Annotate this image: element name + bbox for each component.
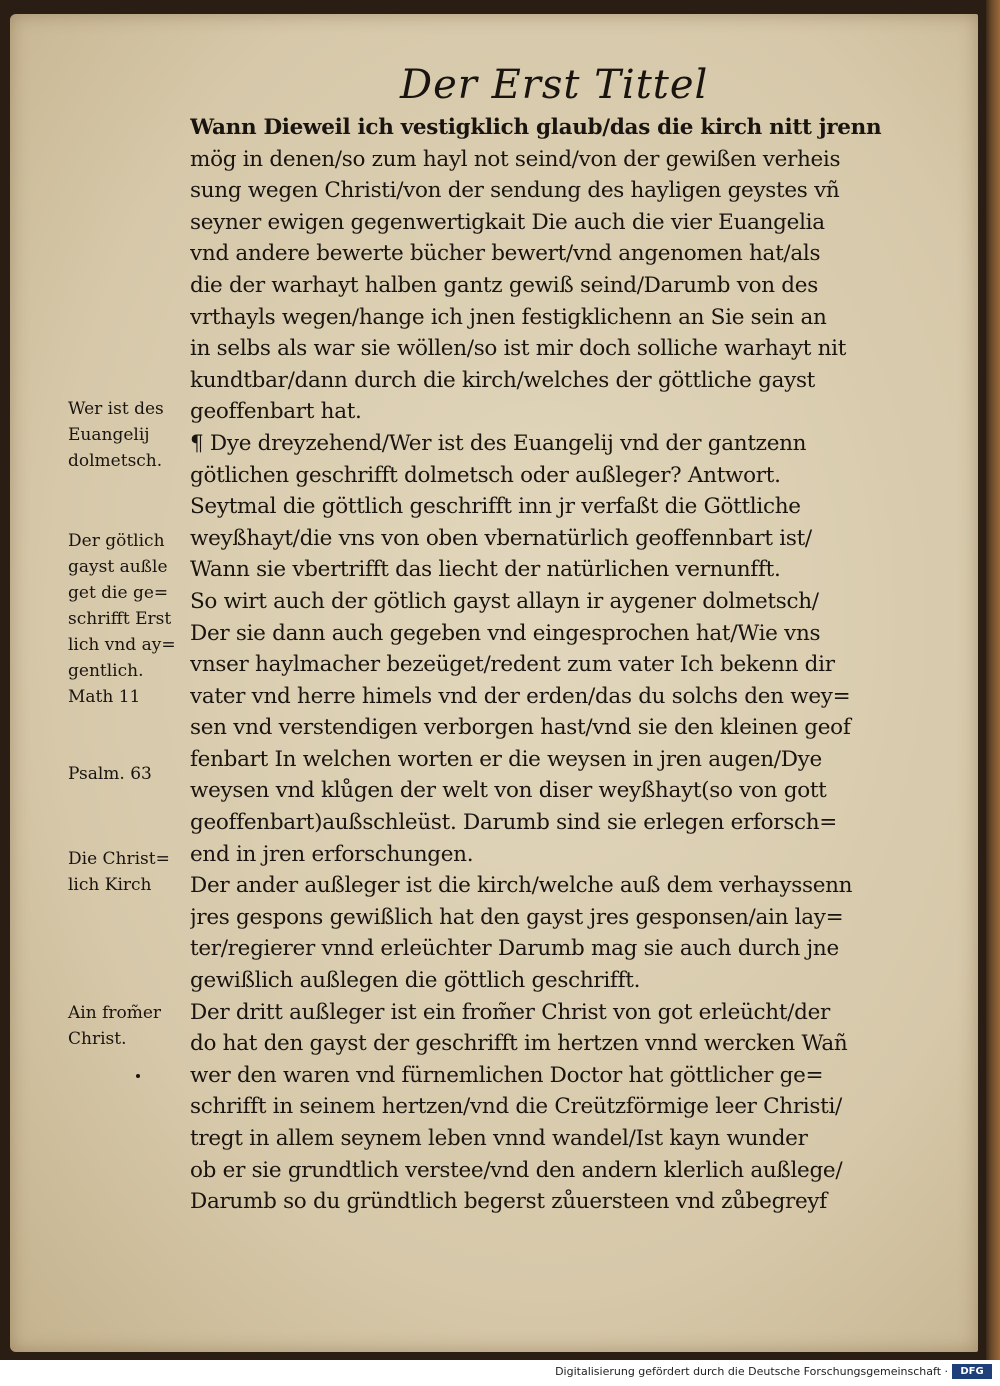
body-line: So wirt auch der götlich gayst allayn ir aygener dolmetsch/ [190, 588, 819, 614]
body-line: tregt in allem seynem leben vnnd wandel/Ist kayn wunder [190, 1126, 808, 1151]
body-text [190, 112, 920, 1218]
body-line: mög in denen/so zum hayl not seind/von der gewißen verheis [190, 146, 841, 172]
body-line: weyßhayt/die vns von oben vbernatürlich geoffennbart ist/ [190, 525, 812, 551]
body-line: Darumb so du gründtlich begerst zůuersteen vnd zůbegreyf [190, 1189, 827, 1215]
margin-note-line: Math 11 [68, 687, 141, 707]
body-line: götlichen geschrifft dolmetsch oder außleger? Antwort. [190, 462, 781, 488]
margin-note-3 [68, 761, 193, 787]
body-line: vrthayls wegen/hange ich jnen festigklichenn an Sie sein an [190, 304, 827, 330]
body-line: weysen vnd klůgen der welt von diser weyßhayt(so von gott [190, 778, 827, 804]
running-header: Der Erst Tittel [400, 62, 709, 108]
margin-note-line: gayst außle [68, 557, 168, 577]
body-line: ter/regierer vnnd erleüchter Darumb mag sie auch durch jne [190, 936, 839, 962]
body-line: geoffenbart hat. [190, 399, 362, 425]
margin-note-1 [68, 396, 193, 474]
margin-note-line: Wer ist des [68, 399, 164, 419]
body-line: Der sie dann auch gegeben vnd eingesprochen hat/Wie vns [190, 620, 821, 646]
margin-note-line: lich vnd ay= [68, 635, 176, 655]
body-line: Wann sie vbertrifft das liecht der natürlichen vernunfft. [190, 557, 781, 583]
body-line: ob er sie grundtlich verstee/vnd den andern klerlich außlege/ [190, 1157, 843, 1183]
margin-note-line: get die ge= [68, 583, 169, 603]
body-line: die der warhayt halben gantz gewiß seind/Darumb von des [190, 272, 818, 298]
body-line: sen vnd verstendigen verborgen hast/vnd sie den kleinen geof [190, 715, 851, 741]
body-line: schrifft in seinem hertzen/vnd die Creützförmige leer Christi/ [190, 1094, 842, 1120]
body-line: sung wegen Christi/von der sendung des hayligen geystes vñ [190, 178, 840, 204]
body-line: fenbart In welchen worten er die weysen in jren augen/Dye [190, 746, 822, 772]
dfg-logo: DFG [952, 1364, 992, 1379]
body-line: jres gespons gewißlich hat den gayst jres gesponsen/ain lay= [190, 904, 844, 930]
body-line: vnser haylmacher bezeüget/redent zum vater Ich bekenn dir [190, 652, 835, 678]
body-line: in selbs als war sie wöllen/so ist mir doch solliche warhayt nit [190, 336, 847, 362]
margin-note-line: Christ. [68, 1029, 127, 1049]
margin-note-line: dolmetsch. [68, 451, 163, 471]
book-edge [986, 0, 1000, 1360]
body-line: wer den waren vnd fürnemlichen Doctor hat göttlicher ge= [190, 1062, 824, 1088]
margin-note-line: gentlich. [68, 661, 144, 681]
margin-note-5 [68, 1000, 193, 1052]
body-line: do hat den gayst der geschrifft im hertzen vnnd wercken Wañ [190, 1031, 848, 1057]
margin-note-line: lich Kirch [68, 875, 152, 895]
body-line: vater vnd herre himels vnd der erden/das du solchs den wey= [190, 683, 851, 709]
body-line: kundtbar/dann durch die kirch/welches der göttliche gayst [190, 367, 816, 393]
body-line: end in jren erforschungen. [190, 841, 474, 867]
margin-note-line: Die Christ= [68, 849, 170, 869]
footer-bar [0, 1360, 1000, 1386]
body-line: ¶ Dye dreyzehend/Wer ist des Euangelij vnd der gantzenn [190, 430, 807, 456]
footer-credit: Digitalisierung gefördert durch die Deutsche Forschungsgemeinschaft · [555, 1365, 948, 1378]
margin-note-line: Psalm. 63 [68, 764, 152, 784]
margin-note-4 [68, 846, 193, 898]
body-line: geoffenbart)außschleüst. Darumb sind sie erlegen erforsch= [190, 810, 838, 836]
margin-note-line: Ain from̃er [68, 1003, 162, 1023]
body-line: seyner ewigen gegenwertigkait Die auch die vier Euangelia [190, 209, 825, 235]
body-line: vnd andere bewerte bücher bewert/vnd angenomen hat/als [190, 241, 821, 267]
book-page [10, 14, 978, 1352]
body-line: Wann Dieweil ich vestigklich glaub/das die kirch nitt jrenn [190, 115, 882, 140]
body-line: gewißlich außlegen die göttlich geschrifft. [190, 968, 641, 994]
body-line: Der dritt außleger ist ein from̃er Christ von got erleücht/der [190, 999, 830, 1025]
margin-note-line: schrifft Erst [68, 609, 172, 629]
body-line: Der ander außleger ist die kirch/welche auß dem verhayssenn [190, 873, 853, 899]
margin-note-line: Der götlich [68, 531, 165, 551]
ink-dot [136, 1074, 140, 1078]
margin-note-line: Euangelij [68, 425, 150, 445]
body-line: Seytmal die göttlich geschrifft inn jr verfaßt die Göttliche [190, 494, 801, 520]
margin-note-2 [68, 528, 193, 710]
